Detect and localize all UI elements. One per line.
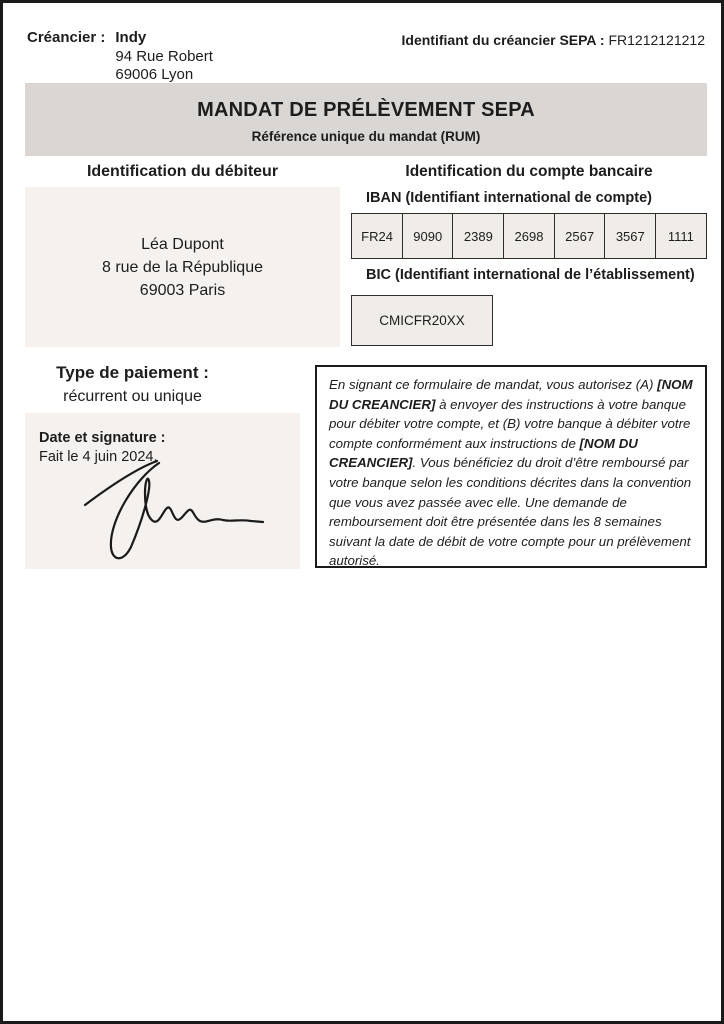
creditor-label: Créancier : (27, 29, 106, 46)
bank-section-heading: Identification du compte bancaire (405, 163, 653, 180)
document-subtitle: Référence unique du mandat (RUM) (251, 129, 481, 144)
iban-cell: 1111 (655, 213, 707, 259)
creditor-name: Indy (115, 29, 147, 46)
bic-field: CMICFR20XX (351, 295, 493, 346)
legal-text-segment-bold: [NOM DU CREANCIER] (329, 435, 638, 471)
legal-text-box (315, 365, 707, 568)
sepa-creditor-id (402, 32, 705, 48)
iban-label: IBAN (Identifiant international de compte) (366, 190, 652, 206)
legal-text-segment-bold: [NOM DU CREANCIER] (329, 377, 693, 412)
signature-date: Fait le 4 juin 2024, (39, 449, 158, 465)
iban-cell: 2567 (554, 213, 606, 259)
creditor-address-line2: 69006 Lyon (115, 66, 194, 83)
legal-text-segment: à envoyer des instructions à votre banque pour débiter votre compte, et (B) votre banque à débiter votre compte conformément aux instructions de (329, 396, 691, 451)
handwritten-signature (65, 455, 275, 567)
bic-label: BIC (Identifiant international de l’établissement) (366, 267, 695, 283)
debtor-address-line1: 8 rue de la République (101, 258, 263, 276)
creditor-address-line1: 94 Rue Robert (115, 47, 213, 65)
debtor-info-box (25, 187, 340, 347)
creditor-block (27, 29, 213, 85)
iban-field (351, 213, 707, 259)
debtor-name: Léa Dupont (141, 235, 224, 253)
iban-cell: 2698 (503, 213, 555, 259)
sepa-creditor-id-value: FR1212121212 (604, 32, 705, 48)
payment-type-value: récurrent ou unique (63, 388, 202, 405)
signature-box (25, 413, 300, 569)
document-title: MANDAT DE PRÉLÈVEMENT SEPA (197, 99, 535, 121)
signature-label: Date et signature : (39, 430, 166, 446)
payment-type-block (25, 363, 240, 406)
sepa-creditor-id-label: Identifiant du créancier SEPA : (401, 32, 605, 48)
iban-cell: 2389 (452, 213, 504, 259)
iban-cell: FR24 (351, 213, 403, 259)
legal-text-segment: En signant ce formulaire de mandat, vous autorisez (A) (329, 377, 658, 392)
iban-cell: 3567 (604, 213, 656, 259)
title-band (25, 83, 707, 156)
debtor-address-line2: 69003 Paris (139, 281, 226, 299)
debtor-section-heading: Identification du débiteur (86, 163, 279, 180)
legal-text-segment: . Vous bénéficiez du droit d’être remboursé par votre banque selon les conditions décrites dans la convention que vous avez passée avec elle. Une demande de remboursement doit être présentée dans les 8 semaines suivant la date de débit de votre compte pour un prélèvement autorisé. (329, 455, 692, 569)
payment-type-label: Type de paiement : (56, 363, 209, 382)
iban-cell: 9090 (402, 213, 454, 259)
